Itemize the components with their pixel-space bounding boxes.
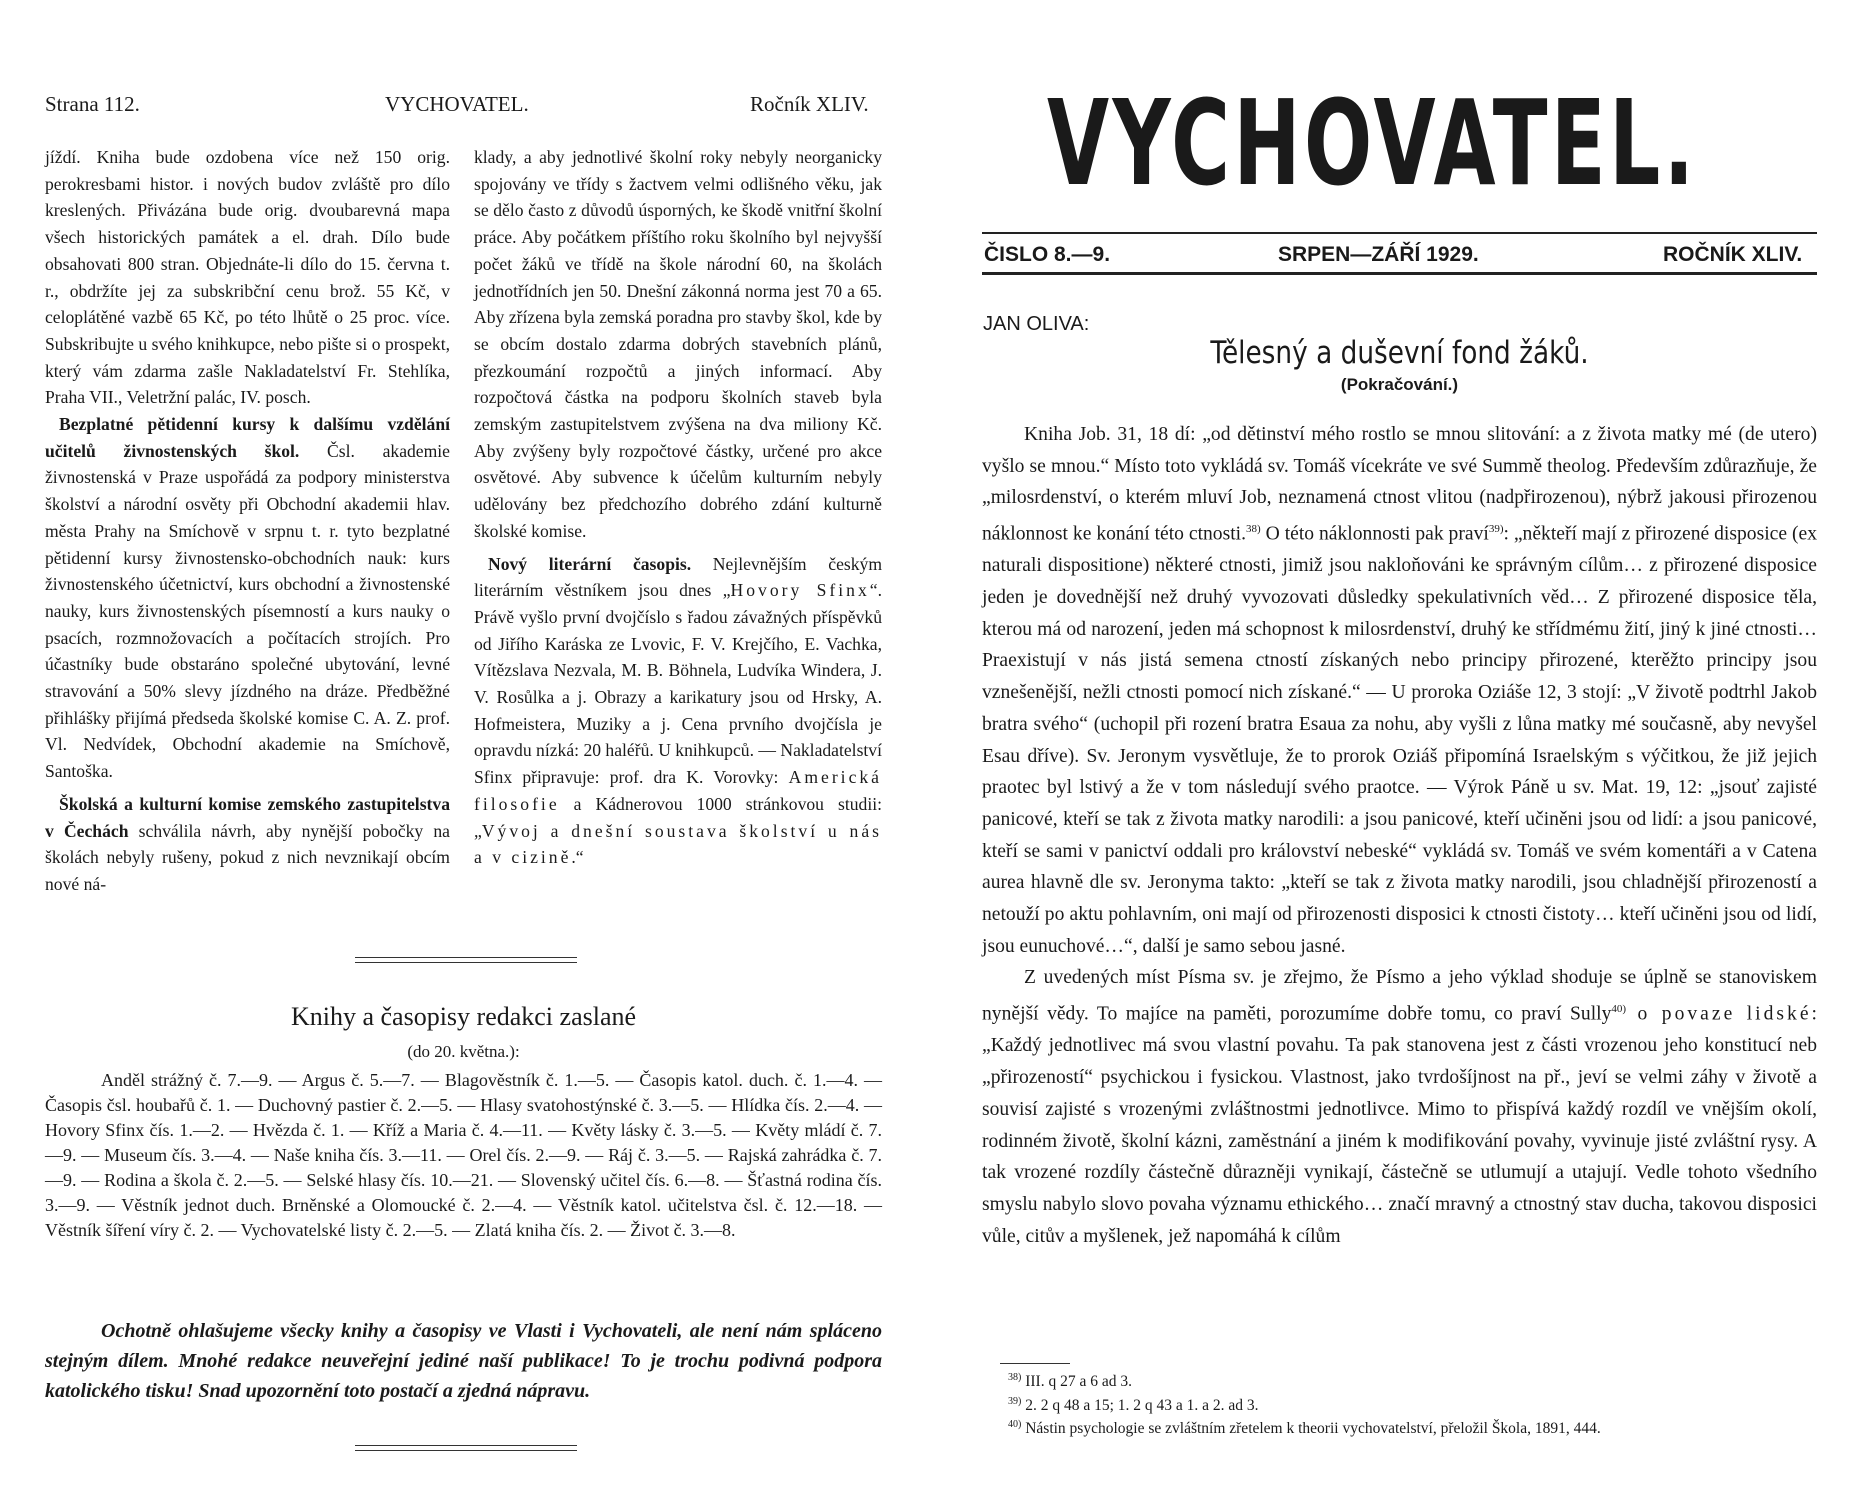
footnote-mark: 39) <box>1008 1395 1022 1407</box>
editorial-notice: Ochotně ohlašujeme všecky knihy a časopisy ve Vlasti i Vychovateli, ale není nám splácenо stejným dílem. Mnohé redakce neuveřejní jediné naší publikace! To je trochu podivná podpora katolického tisku! Snad upozornění toto postačí a zjedná nápravu. <box>45 1320 882 1402</box>
article-body <box>982 419 1817 1252</box>
paragraph-text: Čsl. akademie živnostenská v Praze uspořádá za podpory ministerstva školství a národní osvěty při Obchodní akademii hlav. města Prahy na Smíchově v srpnu t. r. tyto bezplatné pětidenní kursy živnostensko-obchodních nauk: kurs živnostenského účetnictví, kurs obchodní a živnostenské nauky, kurs živnostenských písemností a kurs nauky o psacích, rozmnožovacích a počítacích strojích. Pro účastníky bude obstaráno společné ubytování, levné stravování a 50% slevy jízdného na dráze. Předběžné přihlášky přijímá předseda školské komise C. A. Z. prof. Vl. Nedvídek, Obchodní akademie na Smíchově, Santoška. <box>45 440 450 782</box>
books-section-title: Knihy a časopisy redakci zaslané <box>290 1002 637 1031</box>
issue-volume: ROČNÍK XLIV. <box>1663 243 1803 266</box>
spaced-title: Hovory Sfinx <box>730 580 870 601</box>
footnote-mark: 40) <box>1008 1419 1022 1431</box>
article-title: Tělesný a duševní fond žáků. <box>1210 335 1589 371</box>
footnote <box>982 1368 1817 1392</box>
paragraph-text: “. Právě vyšlo první dvojčíslo s řadou závažných příspěvků od Jiřího Karáska ze Lvovic, F. V. Krejčího, E. Vachka, Vítězslava Nezvala, M. B. Böhnela, Ludvíka Windera, J. V. Rosůlka a j. Obrazy a karikatury jsou od Hrsky, A. Hofmeistera, Muziky a j. Cena prvního dvojčísla je opravdu nízká: 20 haléřů. U knihkupců. — Nakladatelství Sfinx připravuje: prof. dra K. Vorovky: <box>474 580 882 788</box>
paragraph-text: : „Každý jednotlivec má svou vlastní povahu. Ta pak stanovena jest z části vrozenou jeho konstitucí neb „přirozeností“ psychickou i fysickou. Vlastnost, jako tvrdošíjnost na př., jeví se velmi záhy v životě a souvisí zajisté s vrozenými zvláštnostmi jednotlivce. Mimo to přispívá každý rozdíl ve vnějším okolí, rodinném životě, školní kázni, zaměstnání a jiném k modifikování povahy, vyvinuje jisté zvláštní rysy. A tak vrozené rozdíly částečně důrazněji vynikají, částečně se utlumují a utajují. Vedle tohoto všedního smyslu nabylo slovo povaha významu ethického… značí mravný a ctnostný stav ducha, takovou disposici vůle, citův a myšlenek, jež napomáhá k cílům <box>982 1003 1817 1247</box>
paragraph-continuation: jíždí. Kniha bude ozdobena více než 150 orig. perokresbami histor. i nových budov zvláště pro dílo kreslených. Přivázána bude orig. dvoubarevná mapa všech historických památek a el. drah. Dílo bude obsahovati 800 stran. Objednáte-li dílo do 15. června t. r., obdržíte jej za subskribční cenu brož. 55 Kč, v celoplátěné vazbě 65 Kč, po této lhůtě o 25 proc. více. Subskribujte u svého knihkupce, nebo pište si o prospekt, který vám zdarma zašle Nakladatelství Fr. Stehlíka, Praha VII., Veletržní palác, IV. posch. <box>45 147 450 408</box>
footnote-ref: 38) <box>1246 523 1261 536</box>
left-column-2 <box>474 144 882 871</box>
spaced-title: Americká filosofie <box>474 767 882 814</box>
footnote-rule <box>1000 1363 1070 1364</box>
divider <box>355 1445 577 1446</box>
paragraph-text: : „někteří mají z přirozené disposice (ex naturali dispositione) některé ctnosti, jimiž jsou nakloňováni ke správným cílům… z přirozené disposice jeden je dovednější než druhý vyvozovati důsledky spekulativních věd… Z přirozené disposice těla, kterou má od narození, jeden má schopnost k milosrdenství, druhý ke střídmému žití, jiný k jiné ctnosti… Praexistují v nás jistá semena ctností získaných nebo principy přirozené, kterěžto principy jsou vznešenější, nežli ctnosti pomocí nich získané.“ — U proroka Oziáše 12, 3 stojí: „V životě podtrhl Jakob bratra svého“ (uchopil při rození bratra Esaua za nohu, aby vyšli z lůna matky mé současně, aby nevyšel Esau dříve). Sv. Jeronym vysvětluje, že to prorok Oziáš připomíná Israelským s výčitkou, že již jejich praotec byl lstivý a že v tom následují svého praotce. — Výrok Páně u sv. Mat. 19, 12: „jsouť zajisté panicové, kteří se tak z života matky narodili: a jsou panicové, kteří učiněni jsou od lidí: a jsou panicové, kteří se sami v panictví oddali pro království nebeské“ vykládá sv. Tomáš ve svém komentáři a v Catena aurea hlavně dle sv. Jeronyma takto: „kteří se tak z života matky narodili, jsou chladnější přirozeností a netouží po aktu pohlavním, oni mají od přirozenosti disposici k ctnosti čistoty… kteří učiněni jsou od lidí, jsou eunuchové…“, další je samo sebou jasné. <box>982 523 1817 957</box>
spaced-phrase: o povaze lidské <box>1626 1003 1812 1025</box>
paragraph-continuation: klady, a aby jednotlivé školní roky nebyly neorganicky spojovány ve třídy s žactvem velmi odlišného věku, jak se dělo často z důvodů úsporných, ke škodě vnitřní školní práce. Aby počátkem příštího roku školního byl nejvyšší počet žáků ve třídě na škole národní 60, na školách jednotřídních jen 50. Dnešní zákonná norma jest 70 a 65. Aby zřízena byla zemská poradna pro stavby škol, kde by se obcím dostalo zdarma dobrých stavebních plánů, přezkoumání rozpočtů a jiných informací. Aby rozpočtová částka na podporu školních staveb byla zemským zastupitelstvem zvýšena na dva miliony Kč. Aby zvýšeny byly rozpočtové částky, určené pro akce osvětové. Aby subvence k účelům kulturním nebyly udělovány bez předchozího dobrého zdání kulturně školské komise. <box>474 147 882 541</box>
paragraph-text: .“ <box>571 847 584 868</box>
paragraph-text: a Kádnerovou 1000 stránkovou studii: „ <box>474 793 882 841</box>
masthead-rule-top <box>982 232 1817 234</box>
paragraph-heading: Školská a kulturní komise zemského zastupitelstva v Čechách <box>45 793 450 841</box>
footnote-text: 2. 2 q 48 a 15; 1. 2 q 43 a 1. a 2. ad 3. <box>1021 1396 1259 1414</box>
divider <box>355 957 577 958</box>
footnote <box>982 1415 1817 1439</box>
article-paragraph <box>982 419 1817 962</box>
article-author: JAN OLIVA: <box>983 313 1090 335</box>
paragraph-kursy <box>45 411 450 785</box>
page-number: Strana 112. <box>45 92 140 116</box>
left-column-1 <box>45 144 450 898</box>
paragraph-text: Z uvedených míst Písma sv. je zřejmo, že Písmo a jeho výklad shoduje se úplně se stanoviskem nynější vědy. To majíce na paměti, porozumíme dobře tomu, co praví Sully <box>982 967 1817 1025</box>
paragraph-text: schválila návrh, aby nynější pobočky na školách nebyly rušeny, pokud z nich nevznikají obcím nové ná- <box>45 820 450 894</box>
running-volume: Ročník XLIV. <box>750 92 869 116</box>
footnotes <box>982 1368 1817 1439</box>
footnote-mark: 38) <box>1008 1372 1022 1383</box>
footnote <box>982 1392 1817 1416</box>
divider <box>355 1450 577 1451</box>
divider <box>355 962 577 963</box>
paragraph-text: O této náklonnosti pak praví <box>1260 523 1489 545</box>
masthead: VYCHOVATEL. <box>1047 74 1698 212</box>
paragraph-komise <box>45 791 450 898</box>
running-title: VYCHOVATEL. <box>385 92 529 116</box>
footnote-text: Nástin psychologie se zvláštním zřetelem k theorii vychovatelství, přeložil Škola, 1891, 444. <box>1021 1420 1601 1438</box>
paragraph-heading: Bezplatné pětidenní kursy k dalšímu vzdělání učitelů živnostenských škol. <box>45 414 450 461</box>
masthead-rule-bottom <box>982 272 1817 275</box>
issue-number: ČISLO 8.—9. <box>984 243 1111 266</box>
spaced-title: Vývoj a dnešní soustava školství u nás a v cizině <box>474 820 882 868</box>
footnote-ref: 39) <box>1488 523 1504 536</box>
article-subtitle: (Pokračování.) <box>1340 375 1459 394</box>
books-list: Anděl strážný č. 7.—9. — Argus č. 5.—7. — Blagověstník č. 1.—5. — Časopis katol. duch. č. 1.—4. — Časopis čsl. houbařů č. 1. — Duchovný pastier č. 2.—5. — Hlasy svatohostýnské č. 3.—5. — Hlídka čís. 2.—4. — Hovory Sfinx čís. 1.—2. — Hvězda č. 1. — Kříž a Maria č. 4.—11. — Květy lásky č. 3.—5. — Květy mládí č. 7.—9. — Museum čís. 3.—4. — Naše kniha čís. 3.—11. — Orel čís. 2.—9. — Ráj č. 3.—5. — Rajská zahrádka č. 7.—9. — Rodina a škola č. 2.—5. — Selské hlasy čís. 10.—21. — Slovenský učitel čís. 6.—8. — Šťastná rodina čís. 3.—9. — Věstník jednot duch. Brněnské a Olomoucké č. 2.—4. — Věstník katol. učitelstva čsl. č. 12.—18. — Věstník šíření víry č. 2. — Vychovatelské listy č. 2.—5. — Zlatá kniha čís. 2. — Život č. 3.—8. <box>45 1070 882 1240</box>
paragraph-text: Kniha Job. 31, 18 dí: „od dětinství mého rostlo se mnou slitování: a z života matky mé (de utero) vyšlo se mnou.“ Místo toto vykládá sv. Tomáš vícekráte ve své Summě theolog. Především zdůrazňuje, že „milosrdenství, o kterém mluví Job, neznamená ctnost vlitou (nadpřirozenou), nýbrž jakousi přirozenou náklonnost ke konání této ctnosti. <box>982 424 1817 545</box>
books-section-subtitle: (do 20. května.): <box>407 1042 520 1061</box>
paragraph-heading: Nový literární časopis. <box>488 553 692 574</box>
issue-date: SRPEN—ZÁŘÍ 1929. <box>1278 243 1479 266</box>
paragraph-text: Nejlevnějším českým literárním věstníkem jsou dnes „ <box>474 553 882 601</box>
paragraph-casopis <box>474 551 882 871</box>
article-paragraph <box>982 962 1817 1252</box>
footnote-text: III. q 27 a 6 ad 3. <box>1021 1373 1132 1391</box>
footnote-ref: 40) <box>1611 1003 1627 1016</box>
